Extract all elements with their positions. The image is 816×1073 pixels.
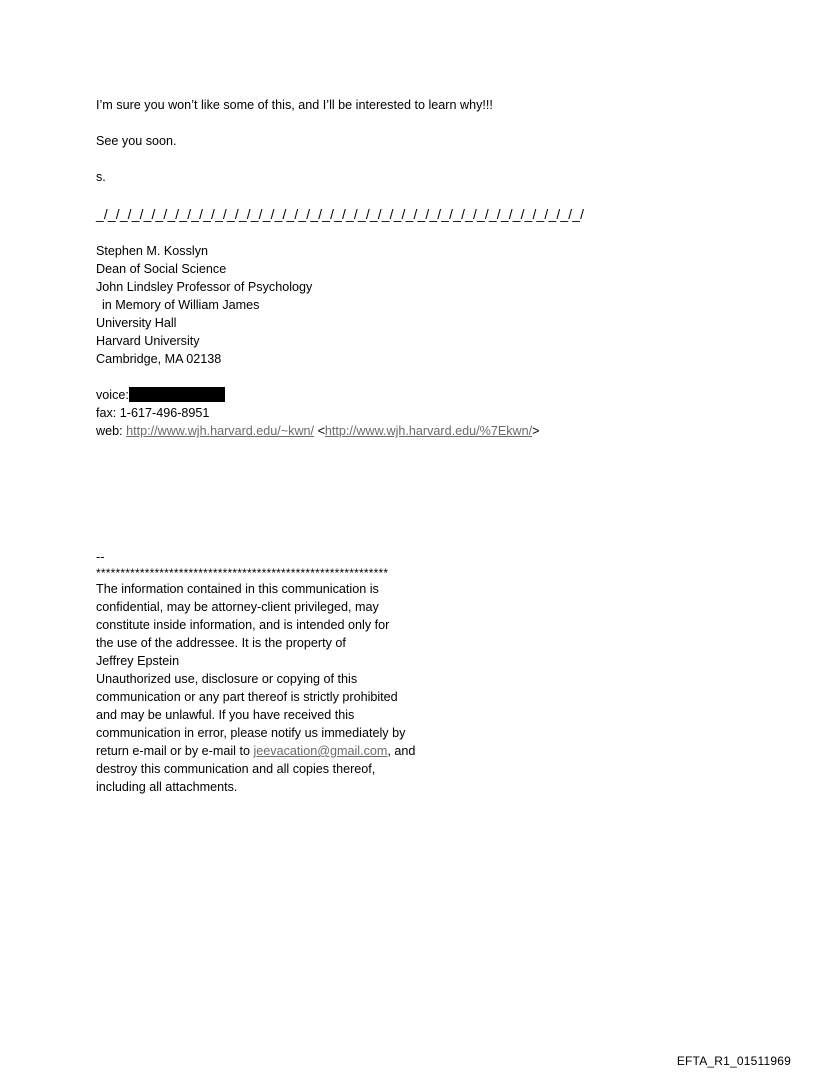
disclaimer-line: constitute inside information, and is intended only for	[96, 618, 390, 632]
signature-title-2: John Lindsley Professor of Psychology	[96, 280, 313, 294]
web-line	[96, 422, 756, 440]
signature-title-1: Dean of Social Science	[96, 262, 227, 276]
message-sign-off: s.	[96, 170, 106, 184]
signature-name: Stephen M. Kosslyn	[96, 244, 209, 258]
message-line-1: I’m sure you won’t like some of this, and I’ll be interested to learn why!!!	[96, 98, 493, 112]
disclaimer-dashes: --	[96, 550, 105, 564]
signature-address-1: University Hall	[96, 316, 177, 330]
disclaimer-line: destroy this communication and all copies thereof,	[96, 762, 376, 776]
disclaimer-line: confidential, may be attorney-client privileged, may	[96, 600, 379, 614]
signature-title-3: in Memory of William James	[102, 298, 260, 312]
voice-line	[96, 386, 756, 404]
email-body	[96, 96, 756, 796]
web-link-2[interactable]: http://www.wjh.harvard.edu/%7Ekwn/	[324, 424, 533, 438]
signature-address-2: Harvard University	[96, 334, 200, 348]
web-label: web:	[96, 424, 123, 438]
voice-label: voice:	[96, 388, 129, 402]
return-suffix: , and	[387, 744, 416, 758]
disclaimer-line: including all attachments.	[96, 780, 238, 794]
email-link[interactable]: jeevacation@gmail.com	[253, 744, 388, 758]
disclaimer-line: Jeffrey Epstein	[96, 654, 180, 668]
fax-line: fax: 1-617-496-8951	[96, 406, 210, 420]
disclaimer-line: communication or any part thereof is strictly prohibited	[96, 690, 398, 704]
web-link-1[interactable]: http://www.wjh.harvard.edu/~kwn/	[126, 424, 315, 438]
signature-address-3: Cambridge, MA 02138	[96, 352, 222, 366]
web-close-bracket: >	[532, 424, 540, 438]
return-prefix: return e-mail or by e-mail to	[96, 744, 250, 758]
redaction-box	[129, 387, 225, 402]
web-open-bracket: <	[317, 424, 325, 438]
signature-block	[96, 242, 756, 440]
disclaimer-line: and may be unlawful. If you have received this	[96, 708, 355, 722]
disclaimer-stars: ************************************************************	[96, 566, 389, 580]
disclaimer-line: the use of the addressee. It is the property of	[96, 636, 346, 650]
disclaimer-line: The information contained in this communication is	[96, 582, 379, 596]
disclaimer-line: Unauthorized use, disclosure or copying of this	[96, 672, 358, 686]
message-line-2: See you soon.	[96, 134, 177, 148]
signature-separator: _/_/_/_/_/_/_/_/_/_/_/_/_/_/_/_/_/_/_/_/_/_/_/_/_/_/_/_/_/_/_/_/_/_/_/_/_/_/_/_/_/	[96, 207, 585, 222]
disclaimer-return-line	[96, 742, 756, 760]
disclaimer-line: communication in error, please notify us immediately by	[96, 726, 406, 740]
disclaimer-block	[96, 548, 756, 796]
document-id: EFTA_R1_01511969	[676, 1054, 791, 1068]
